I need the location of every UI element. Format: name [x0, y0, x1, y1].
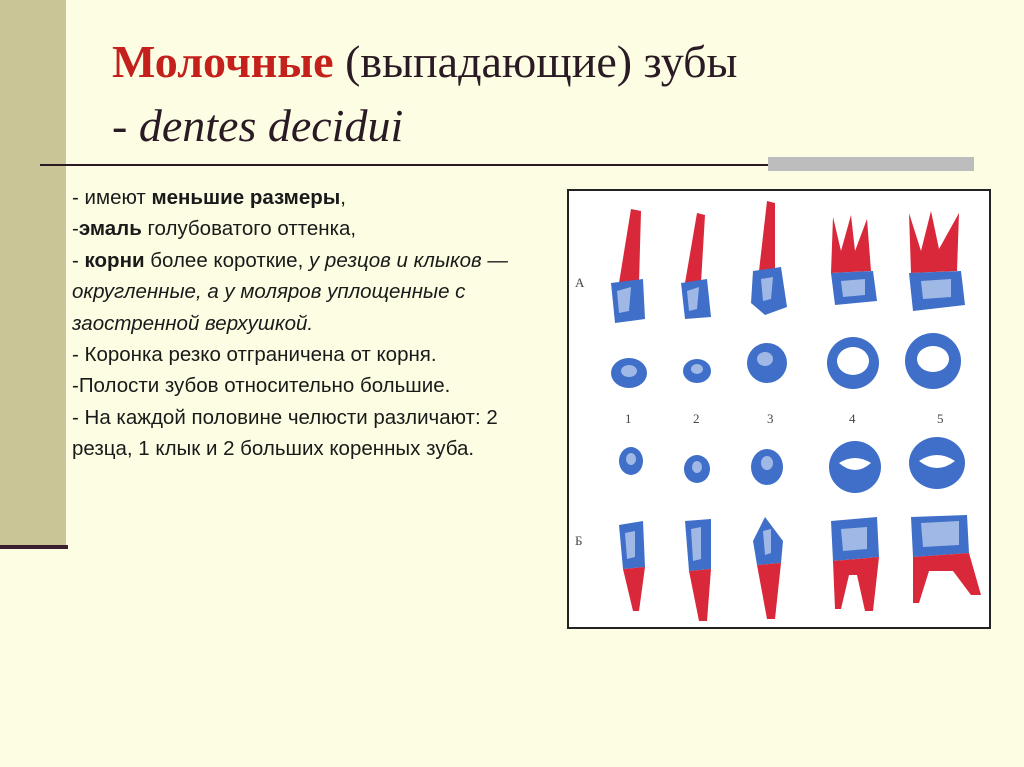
tooth-number-4: 4	[849, 411, 856, 426]
lower-tooth-1	[619, 521, 645, 611]
tooth-number-2: 2	[693, 411, 700, 426]
title-latin: dentes decidui	[138, 100, 404, 151]
lower-tooth-2	[685, 519, 711, 621]
title-paren: (выпадающие) зубы	[345, 36, 738, 87]
upper-tooth-5	[909, 211, 965, 311]
text-line-5: -Полости зубов относительно большие.	[72, 374, 451, 398]
lower-tooth-5	[911, 515, 981, 603]
label-b: Б	[575, 533, 583, 548]
teeth-figure	[567, 189, 991, 629]
tooth-number-1: 1	[625, 411, 632, 426]
upper-tooth-2	[681, 213, 711, 319]
lower-tooth-3	[753, 517, 783, 619]
title-dash: -	[112, 100, 139, 151]
upper-tooth-4	[831, 215, 877, 305]
title-divider-bar	[768, 157, 974, 171]
body-text	[72, 182, 542, 465]
tooth-number-5: 5	[937, 411, 944, 426]
label-a: А	[575, 275, 585, 290]
sidebar-strip	[0, 0, 66, 548]
sidebar-accent-line	[0, 545, 68, 549]
text-line-6: - На каждой половине челюсти различают: 2 резца, 1 клык и 2 больших коренных зуба.	[72, 405, 498, 461]
text-line-2: -эмаль голубоватого оттенка,	[72, 217, 357, 241]
text-line-1: - имеют меньшие размеры,	[72, 186, 346, 209]
lower-tooth-4	[831, 517, 879, 611]
upper-tooth-3	[751, 201, 787, 315]
upper-tooth-1	[611, 209, 645, 323]
title-main: Молочные	[112, 36, 334, 87]
slide-title	[112, 30, 992, 158]
text-line-4: - Коронка резко отграничена от корня.	[72, 343, 437, 367]
tooth-number-3: 3	[767, 411, 774, 426]
teeth-illustration	[569, 191, 989, 627]
text-line-3: - корни более короткие, у резцов и клыков — округленные, а у моляров уплощенные с заостренной верхушкой.	[72, 248, 508, 335]
